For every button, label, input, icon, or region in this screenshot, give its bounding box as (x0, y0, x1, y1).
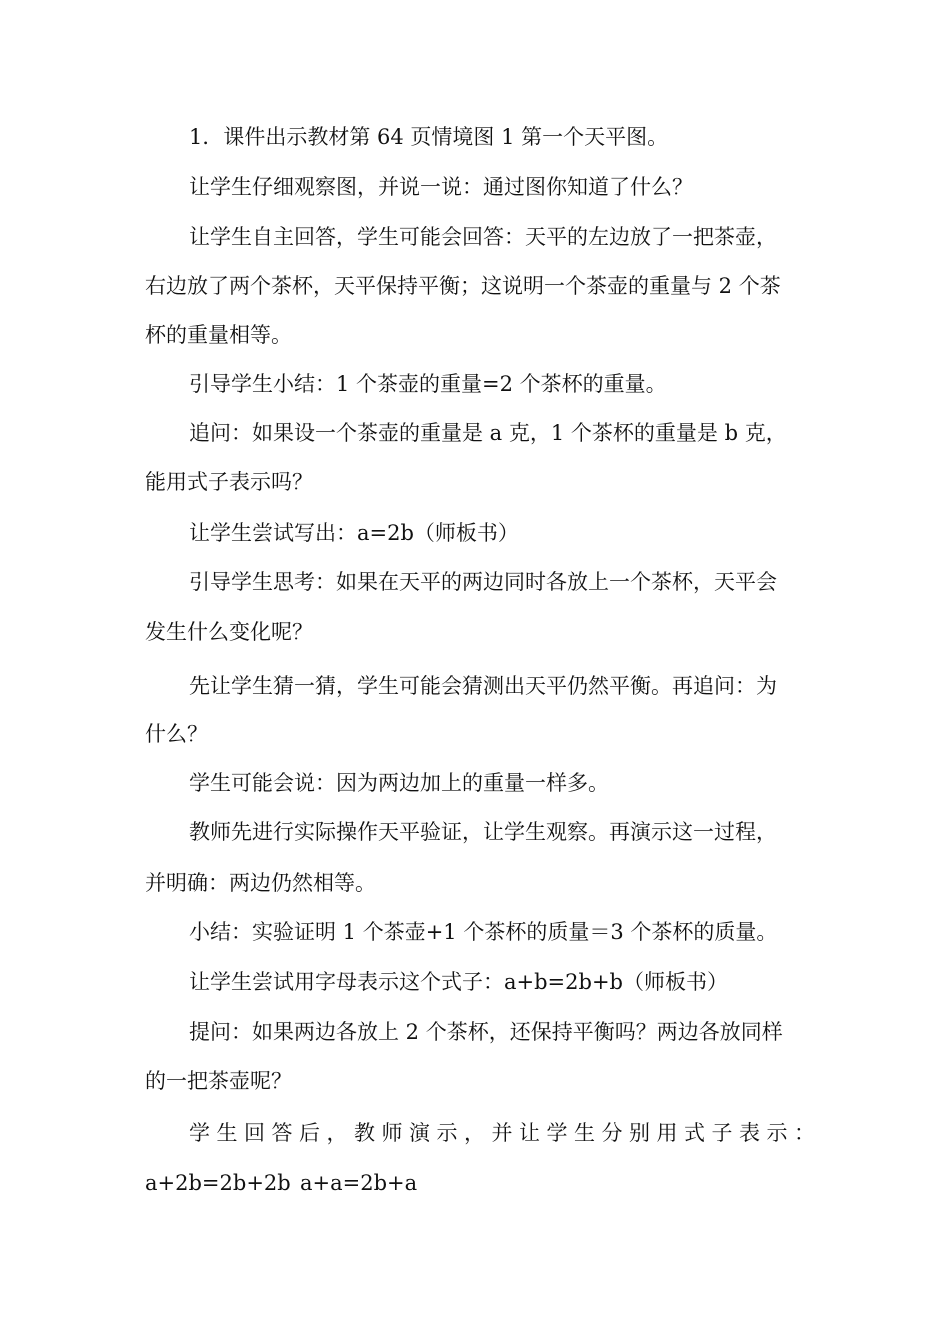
paragraph-line: 什么？ (145, 722, 208, 746)
paragraph-line: 追问：如果设一个茶壶的重量是 a 克，1 个茶杯的重量是 b 克， (189, 421, 787, 445)
paragraph-line: 提问：如果两边各放上 2 个茶杯，还保持平衡吗？两边各放同样 (189, 1020, 783, 1044)
paragraph-line: 学生可能会说：因为两边加上的重量一样多。 (189, 771, 609, 795)
paragraph-line: 引导学生小结：1 个茶壶的重量=2 个茶杯的重量。 (189, 372, 667, 396)
paragraph-line: 先让学生猜一猜，学生可能会猜测出天平仍然平衡。再追问：为 (189, 674, 777, 698)
paragraph-line: 让学生仔细观察图，并说一说：通过图你知道了什么？ (189, 175, 693, 199)
paragraph-line: 的一把茶壶呢？ (145, 1069, 292, 1093)
equation-right: a+a=2b+a (300, 1171, 418, 1195)
paragraph-line: 让学生尝试写出：a=2b（师板书） (189, 521, 519, 545)
paragraph-line: 发生什么变化呢？ (145, 620, 313, 644)
paragraph-line: 右边放了两个茶杯，天平保持平衡；这说明一个茶壶的重量与 2 个茶 (145, 274, 781, 298)
paragraph-line: 教师先进行实际操作天平验证，让学生观察。再演示这一过程， (189, 820, 777, 844)
paragraph-line: 1．课件出示教材第 64 页情境图 1 第一个天平图。 (189, 125, 669, 149)
paragraph-line: 学生回答后，教师演示，并让学生分别用式子表示： (189, 1121, 822, 1145)
paragraph-line: 能用式子表示吗？ (145, 470, 313, 494)
paragraph-line: 引导学生思考：如果在天平的两边同时各放上一个茶杯，天平会 (189, 570, 777, 594)
equation-left: a+2b=2b+2b (145, 1171, 291, 1195)
paragraph-line: 并明确：两边仍然相等。 (145, 871, 376, 895)
paragraph-line: 让学生尝试用字母表示这个式子：a+b=2b+b（师板书） (189, 970, 728, 994)
paragraph-line: 小结：实验证明 1 个茶壶+1 个茶杯的质量＝3 个茶杯的质量。 (189, 920, 778, 944)
paragraph-line: 让学生自主回答，学生可能会回答：天平的左边放了一把茶壶， (189, 225, 777, 249)
paragraph-line: 杯的重量相等。 (145, 323, 292, 347)
